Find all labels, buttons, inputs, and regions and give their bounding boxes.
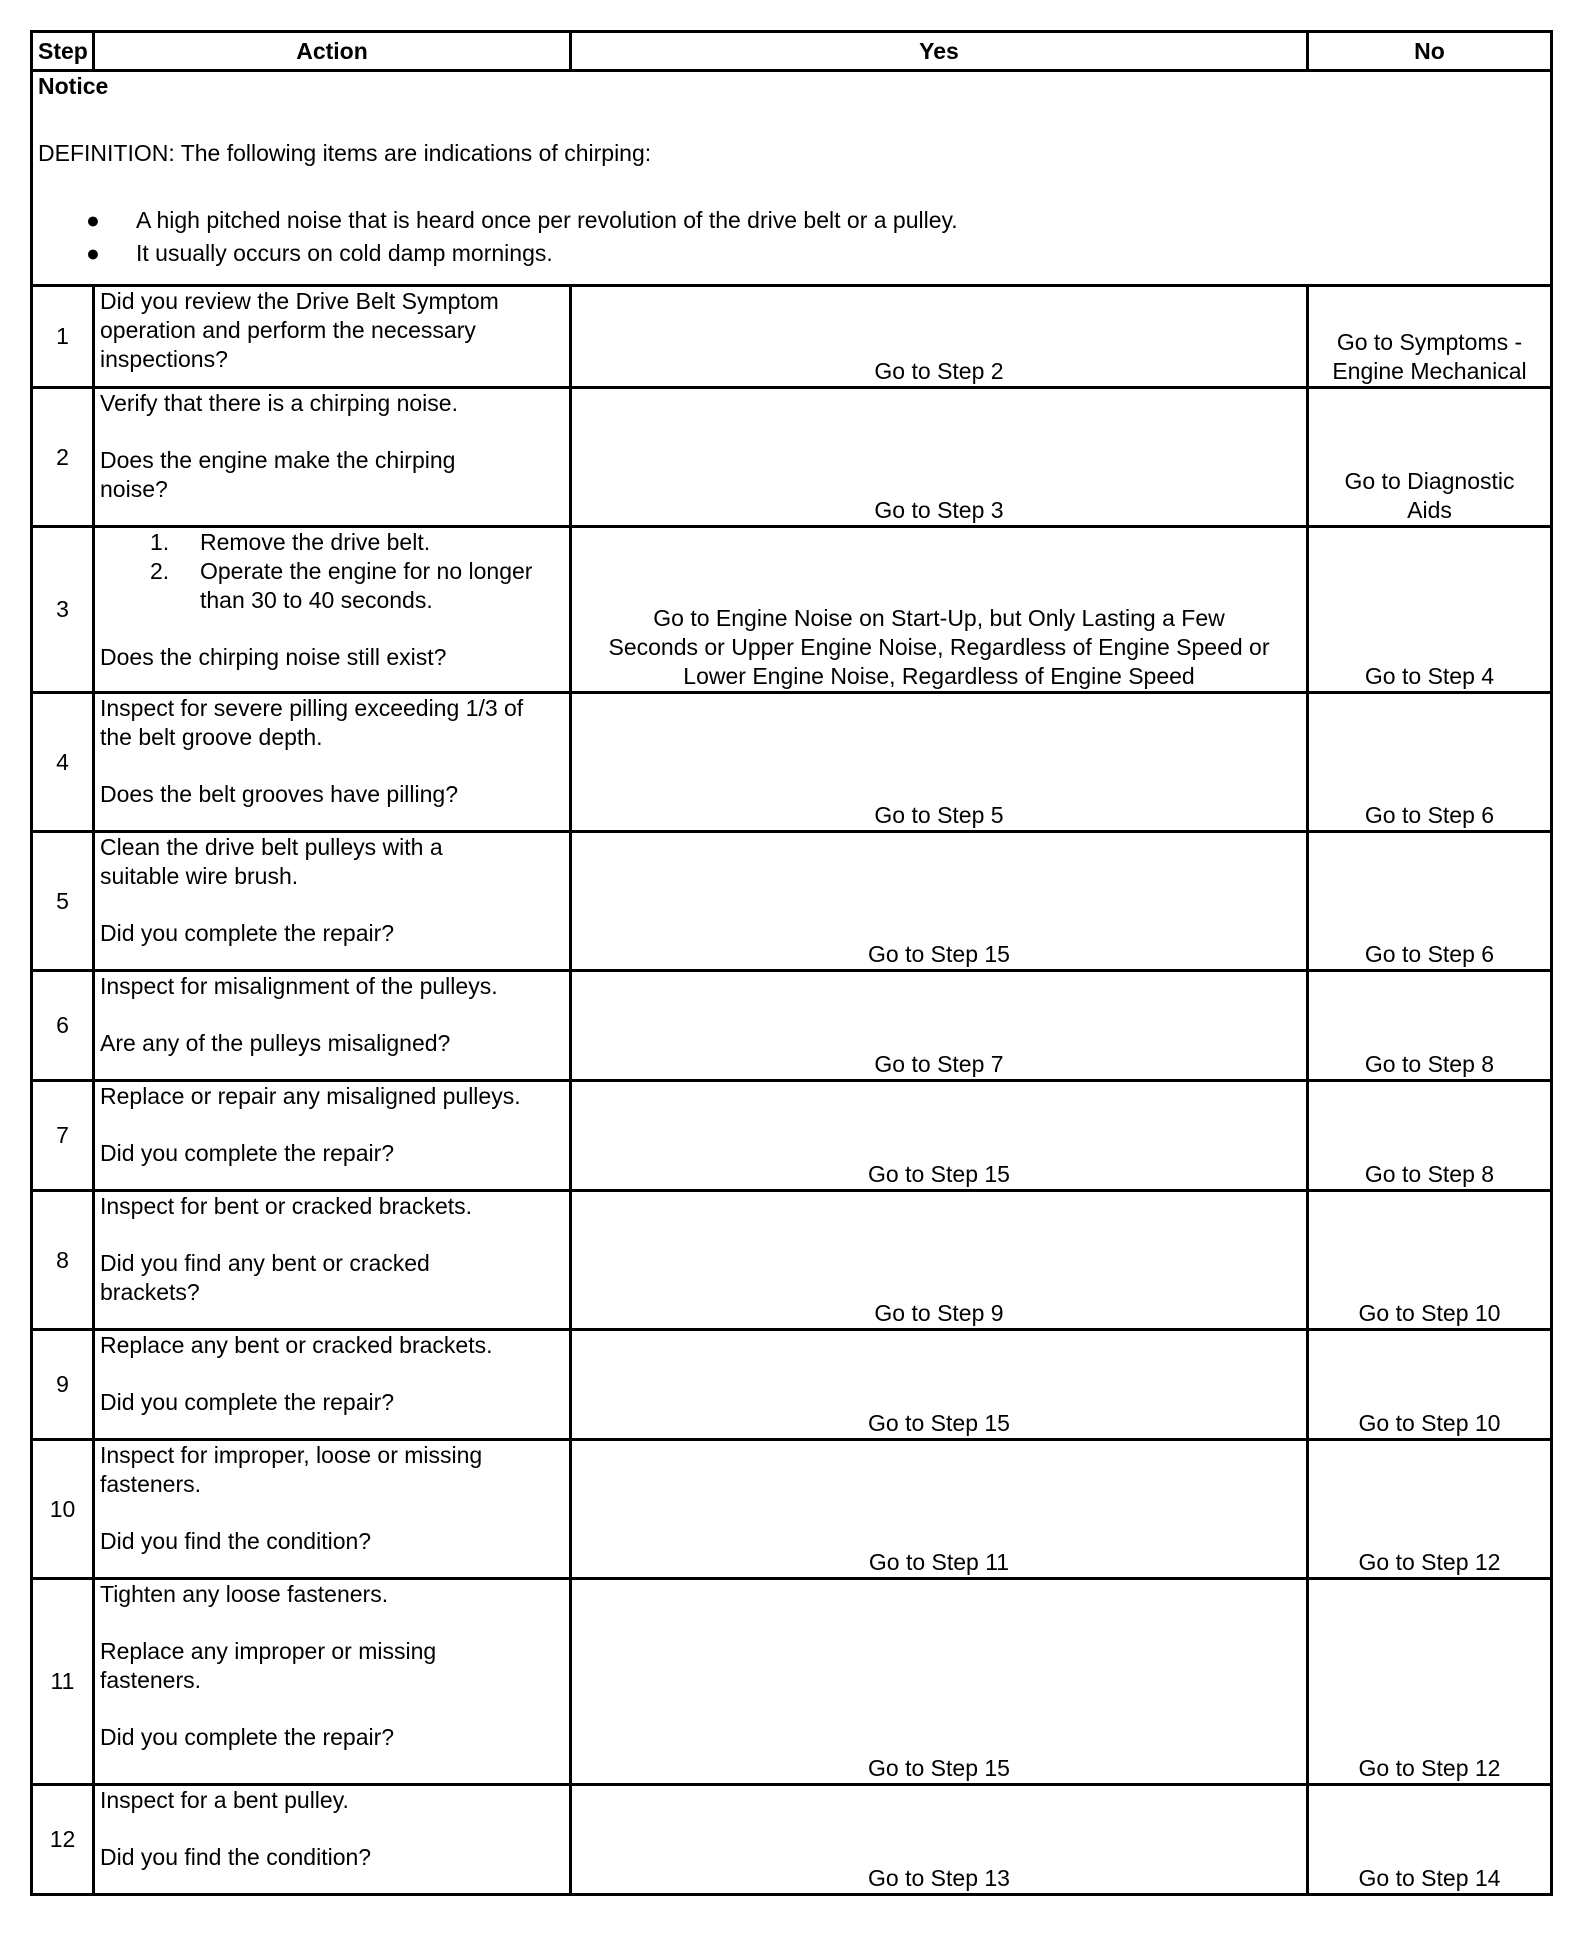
step-number: 2: [32, 388, 94, 527]
yes-text: Go to Step 11: [868, 1549, 1010, 1575]
action-instruction: Inspect for misalignment of the pulleys.: [100, 973, 498, 999]
action-line: Did you review the Drive Belt Symptom: [100, 288, 499, 314]
no-text: Go to Step 12: [1358, 1755, 1501, 1781]
action-cell: [94, 1440, 571, 1579]
no-text: Go to Step 6: [1364, 941, 1495, 967]
action-line: operation and perform the necessary: [100, 317, 476, 343]
yes-cell: [571, 527, 1308, 693]
action-question: Did you find any bent or cracked: [100, 1250, 430, 1276]
action-instruction: Replace or repair any misaligned pulleys.: [100, 1083, 521, 1109]
yes-cell: [571, 1440, 1308, 1579]
table-row: [32, 527, 1552, 693]
yes-cell: [571, 1785, 1308, 1895]
no-text: Go to Step 8: [1364, 1161, 1495, 1187]
action-instruction: Verify that there is a chirping noise.: [100, 390, 458, 416]
no-text: Go to Step 6: [1364, 802, 1495, 828]
no-cell: [1308, 388, 1552, 527]
table-row: [32, 286, 1552, 388]
yes-text: Lower Engine Noise, Regardless of Engine Speed: [683, 663, 1195, 689]
notice-bullet-text: It usually occurs on cold damp mornings.: [136, 240, 553, 266]
no-cell: [1308, 832, 1552, 971]
notice-bullet: [86, 206, 1545, 235]
header-yes: Yes: [571, 32, 1308, 71]
action-question: Did you complete the repair?: [100, 1140, 395, 1166]
step-number: 4: [32, 693, 94, 832]
table-row: [32, 1579, 1552, 1785]
action-line: inspections?: [100, 346, 228, 372]
action-cell: [94, 527, 571, 693]
no-cell: [1308, 1785, 1552, 1895]
yes-text: Go to Engine Noise on Start-Up, but Only Lasting a Few: [653, 605, 1225, 631]
table-row: [32, 1330, 1552, 1440]
step-number: 9: [32, 1330, 94, 1440]
notice-bullet-text: A high pitched noise that is heard once per revolution of the drive belt or a pulley.: [136, 207, 958, 233]
yes-text: Go to Step 15: [868, 941, 1010, 967]
step-number: 1: [32, 286, 94, 388]
header-no: No: [1308, 32, 1552, 71]
no-cell: [1308, 286, 1552, 388]
action-instruction: Inspect for improper, loose or missing: [100, 1442, 483, 1468]
yes-text: Go to Step 5: [874, 802, 1004, 828]
action-instruction: fasteners.: [100, 1471, 201, 1497]
step-number: 3: [32, 527, 94, 693]
yes-cell: [571, 1081, 1308, 1191]
no-text: Engine Mechanical: [1332, 358, 1527, 384]
procedure-list: [100, 528, 564, 615]
step-number: 11: [32, 1579, 94, 1785]
step-number: 7: [32, 1081, 94, 1191]
action-question: Did you complete the repair?: [100, 920, 395, 946]
notice-row: [32, 71, 1552, 286]
table-row: [32, 388, 1552, 527]
action-question: Are any of the pulleys misaligned?: [100, 1030, 451, 1056]
notice-bullet-list: [38, 206, 1545, 268]
no-text: Go to Symptoms -: [1336, 329, 1523, 355]
no-cell: [1308, 1579, 1552, 1785]
action-cell: [94, 971, 571, 1081]
header-step: Step: [32, 32, 94, 71]
yes-text: Go to Step 15: [868, 1755, 1010, 1781]
action-question: Did you complete the repair?: [100, 1389, 395, 1415]
notice-title: Notice: [38, 73, 109, 99]
action-cell: [94, 1330, 571, 1440]
table-row: [32, 1191, 1552, 1330]
yes-text: Go to Step 2: [874, 358, 1004, 384]
table-row: [32, 971, 1552, 1081]
table-row: [32, 1440, 1552, 1579]
action-question: brackets?: [100, 1279, 200, 1305]
yes-text: Go to Step 3: [874, 497, 1004, 523]
action-cell: [94, 832, 571, 971]
action-question: Did you find the condition?: [100, 1844, 372, 1870]
header-row: [32, 32, 1552, 71]
no-text: Go to Diagnostic: [1344, 468, 1515, 494]
yes-text: Seconds or Upper Engine Noise, Regardless of Engine Speed or: [608, 634, 1270, 660]
action-question: Does the engine make the chirping: [100, 447, 456, 473]
no-cell: [1308, 527, 1552, 693]
yes-cell: [571, 286, 1308, 388]
no-text: Go to Step 10: [1358, 1300, 1501, 1326]
no-text: Go to Step 12: [1358, 1549, 1501, 1575]
yes-cell: [571, 388, 1308, 527]
action-question: Does the chirping noise still exist?: [100, 644, 447, 670]
action-cell: [94, 1081, 571, 1191]
yes-cell: [571, 1330, 1308, 1440]
action-instruction: Clean the drive belt pulleys with a: [100, 834, 443, 860]
action-instruction: Tighten any loose fasteners.: [100, 1581, 389, 1607]
action-instruction: fasteners.: [100, 1667, 201, 1693]
yes-text: Go to Step 7: [874, 1051, 1004, 1077]
action-question: Did you complete the repair?: [100, 1724, 395, 1750]
yes-cell: [571, 832, 1308, 971]
notice-cell: [32, 71, 1552, 286]
no-cell: [1308, 1330, 1552, 1440]
step-number: 6: [32, 971, 94, 1081]
table-row: [32, 1785, 1552, 1895]
no-text: Go to Step 8: [1364, 1051, 1495, 1077]
action-instruction: Inspect for a bent pulley.: [100, 1787, 349, 1813]
action-cell: [94, 388, 571, 527]
table-row: [32, 832, 1552, 971]
action-question: Did you find the condition?: [100, 1528, 372, 1554]
no-text: Go to Step 4: [1364, 663, 1495, 689]
no-cell: [1308, 971, 1552, 1081]
notice-definition: DEFINITION: The following items are indications of chirping:: [38, 140, 652, 166]
action-cell: [94, 693, 571, 832]
notice-bullet: [86, 239, 1545, 268]
yes-text: Go to Step 15: [868, 1410, 1010, 1436]
yes-text: Go to Step 13: [868, 1865, 1010, 1891]
no-cell: [1308, 1440, 1552, 1579]
step-number: 5: [32, 832, 94, 971]
action-instruction: Inspect for bent or cracked brackets.: [100, 1193, 473, 1219]
action-instruction: Inspect for severe pilling exceeding 1/3 of: [100, 695, 524, 721]
action-instruction: Replace any bent or cracked brackets.: [100, 1332, 493, 1358]
procedure-item: 2. Operate the engine for no longer than 30 to 40 seconds.: [150, 558, 533, 613]
header-action: Action: [94, 32, 571, 71]
no-text: Go to Step 14: [1358, 1865, 1501, 1891]
yes-cell: [571, 693, 1308, 832]
bullet-icon: ●: [86, 240, 100, 266]
bullet-icon: ●: [86, 207, 100, 233]
no-cell: [1308, 693, 1552, 832]
action-instruction: suitable wire brush.: [100, 863, 299, 889]
table-row: [32, 1081, 1552, 1191]
step-number: 8: [32, 1191, 94, 1330]
action-question: noise?: [100, 476, 168, 502]
action-instruction: Replace any improper or missing: [100, 1638, 437, 1664]
yes-text: Go to Step 9: [874, 1300, 1004, 1326]
no-cell: [1308, 1191, 1552, 1330]
yes-cell: [571, 1579, 1308, 1785]
yes-cell: [571, 971, 1308, 1081]
table-row: [32, 693, 1552, 832]
action-cell: [94, 1785, 571, 1895]
yes-cell: [571, 1191, 1308, 1330]
step-number: 12: [32, 1785, 94, 1895]
action-cell: [94, 1579, 571, 1785]
no-text: Go to Step 10: [1358, 1410, 1501, 1436]
procedure-item: 1. Remove the drive belt.: [150, 529, 431, 555]
action-question: Does the belt grooves have pilling?: [100, 781, 459, 807]
action-cell: [94, 286, 571, 388]
diagnostic-table: [30, 30, 1553, 1896]
action-cell: [94, 1191, 571, 1330]
step-number: 10: [32, 1440, 94, 1579]
no-cell: [1308, 1081, 1552, 1191]
no-text: Aids: [1407, 497, 1452, 523]
yes-text: Go to Step 15: [868, 1161, 1010, 1187]
action-instruction: the belt groove depth.: [100, 724, 323, 750]
